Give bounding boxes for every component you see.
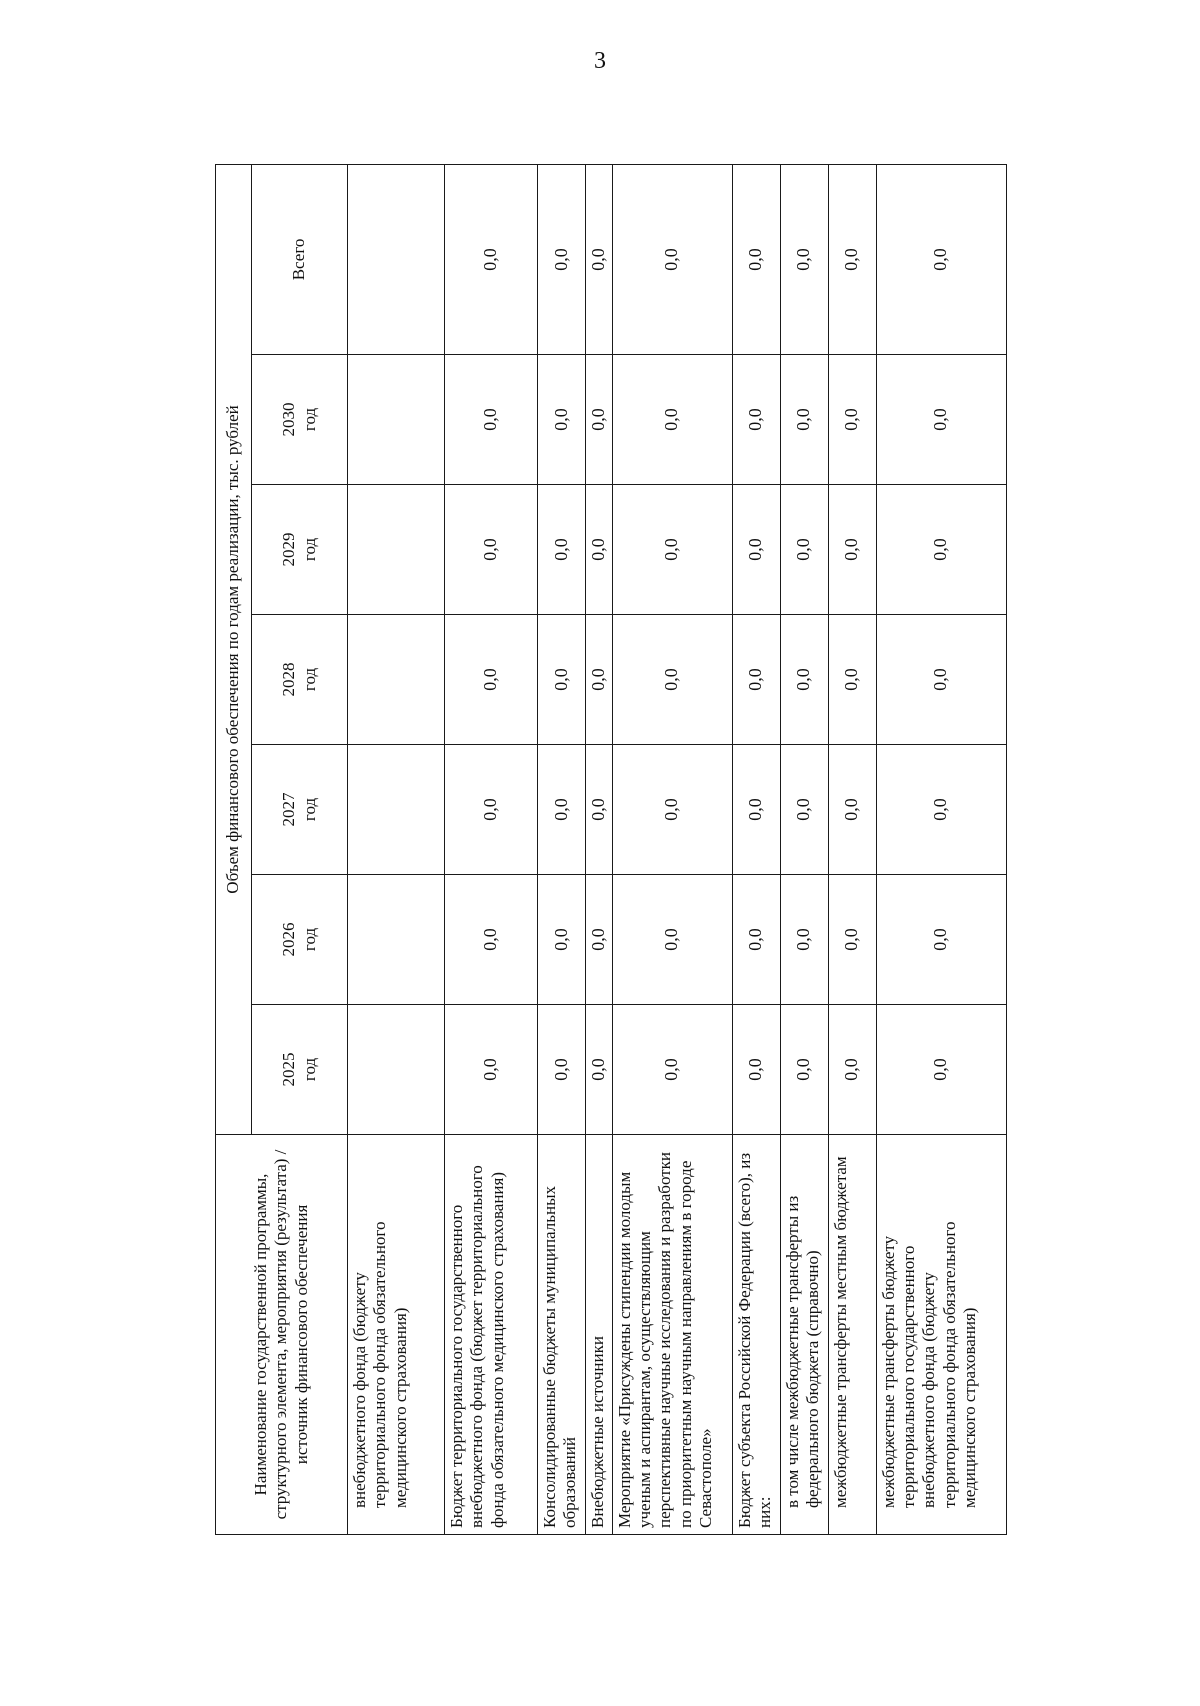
cell-2028: 0,0 xyxy=(586,615,613,745)
cell-2027: 0,0 xyxy=(732,745,780,875)
header-year-2026: 2026 год xyxy=(252,875,348,1005)
cell-2030 xyxy=(348,355,445,485)
cell-2027: 0,0 xyxy=(780,745,828,875)
cell-total: 0,0 xyxy=(876,164,1006,354)
cell-2025: 0,0 xyxy=(876,1005,1006,1135)
cell-total: 0,0 xyxy=(612,164,732,354)
header-year-2027: 2027 год xyxy=(252,745,348,875)
cell-2029 xyxy=(348,485,445,615)
cell-2029: 0,0 xyxy=(732,485,780,615)
cell-2029: 0,0 xyxy=(612,485,732,615)
row-name: Консолидированные бюджеты муниципальных образований xyxy=(538,1135,586,1535)
cell-2030: 0,0 xyxy=(586,355,613,485)
table-row xyxy=(876,164,1006,1534)
financing-table xyxy=(215,164,1007,1535)
cell-total: 0,0 xyxy=(538,164,586,354)
cell-2026: 0,0 xyxy=(780,875,828,1005)
rotated-table-container xyxy=(215,165,1005,1535)
table-row xyxy=(780,164,828,1534)
header-year-2029: 2029 год xyxy=(252,485,348,615)
cell-2025: 0,0 xyxy=(732,1005,780,1135)
cell-2028: 0,0 xyxy=(612,615,732,745)
header-name-column: Наименование государственной программы, структурного элемента, мероприятия (результата) / источник финансового обеспечения xyxy=(216,1135,348,1535)
table-row xyxy=(828,164,876,1534)
table-row xyxy=(538,164,586,1534)
cell-2027: 0,0 xyxy=(586,745,613,875)
page-number: 3 xyxy=(594,48,606,74)
cell-2028: 0,0 xyxy=(828,615,876,745)
table-row xyxy=(732,164,780,1534)
cell-2025: 0,0 xyxy=(445,1005,538,1135)
row-name: Внебюджетные источники xyxy=(586,1135,613,1535)
cell-2025: 0,0 xyxy=(538,1005,586,1135)
cell-2029: 0,0 xyxy=(445,485,538,615)
cell-2026: 0,0 xyxy=(586,875,613,1005)
cell-2028: 0,0 xyxy=(732,615,780,745)
cell-2029: 0,0 xyxy=(780,485,828,615)
cell-2029: 0,0 xyxy=(876,485,1006,615)
cell-total: 0,0 xyxy=(780,164,828,354)
cell-2028: 0,0 xyxy=(876,615,1006,745)
cell-2028 xyxy=(348,615,445,745)
header-year-2028: 2028 год xyxy=(252,615,348,745)
cell-2026: 0,0 xyxy=(612,875,732,1005)
cell-2030: 0,0 xyxy=(732,355,780,485)
cell-2027: 0,0 xyxy=(445,745,538,875)
cell-2030: 0,0 xyxy=(780,355,828,485)
cell-total: 0,0 xyxy=(445,164,538,354)
header-total: Всего xyxy=(252,164,348,354)
cell-2028: 0,0 xyxy=(445,615,538,745)
cell-total xyxy=(348,164,445,354)
row-name: Бюджет территориального государственного внебюджетного фонда (бюджет территориального фонда обязательного медицинского страхования) xyxy=(445,1135,538,1535)
cell-2027 xyxy=(348,745,445,875)
table-row xyxy=(348,164,445,1534)
table-row xyxy=(612,164,732,1534)
cell-2029: 0,0 xyxy=(586,485,613,615)
cell-2026: 0,0 xyxy=(828,875,876,1005)
cell-2025: 0,0 xyxy=(586,1005,613,1135)
cell-total: 0,0 xyxy=(732,164,780,354)
cell-total: 0,0 xyxy=(586,164,613,354)
cell-total: 0,0 xyxy=(828,164,876,354)
cell-2030: 0,0 xyxy=(538,355,586,485)
cell-2026: 0,0 xyxy=(445,875,538,1005)
header-year-2030: 2030 год xyxy=(252,355,348,485)
cell-2027: 0,0 xyxy=(538,745,586,875)
row-name: Мероприятие «Присуждены стипендии молодым ученым и аспирантам, осуществляющим перспективные научные исследования и разработки по приоритетным научным направлениям в городе Севастополе» xyxy=(612,1135,732,1535)
cell-2026: 0,0 xyxy=(538,875,586,1005)
table-row xyxy=(586,164,613,1534)
row-name: межбюджетные трансферты бюджету территориального государственного внебюджетного фонда (бюджету территориального фонда обязательного медицинского страхования) xyxy=(876,1135,1006,1535)
row-name: в том числе межбюджетные трансферты из федерального бюджета (справочно) xyxy=(780,1135,828,1535)
cell-2026: 0,0 xyxy=(732,875,780,1005)
cell-2030: 0,0 xyxy=(876,355,1006,485)
cell-2026: 0,0 xyxy=(876,875,1006,1005)
cell-2028: 0,0 xyxy=(780,615,828,745)
cell-2027: 0,0 xyxy=(876,745,1006,875)
cell-2025: 0,0 xyxy=(612,1005,732,1135)
header-group-title: Объем финансового обеспечения по годам реализации, тыс. рублей xyxy=(216,164,252,1134)
cell-2030: 0,0 xyxy=(612,355,732,485)
cell-2030: 0,0 xyxy=(828,355,876,485)
cell-2028: 0,0 xyxy=(538,615,586,745)
cell-2027: 0,0 xyxy=(612,745,732,875)
header-year-2025: 2025 год xyxy=(252,1005,348,1135)
table-row xyxy=(445,164,538,1534)
cell-2029: 0,0 xyxy=(828,485,876,615)
cell-2026 xyxy=(348,875,445,1005)
row-name: межбюджетные трансферты местным бюджетам xyxy=(828,1135,876,1535)
row-name: Бюджет субъекта Российской Федерации (всего), из них: xyxy=(732,1135,780,1535)
cell-2030: 0,0 xyxy=(445,355,538,485)
cell-2025 xyxy=(348,1005,445,1135)
cell-2029: 0,0 xyxy=(538,485,586,615)
cell-2025: 0,0 xyxy=(828,1005,876,1135)
row-name: внебюджетного фонда (бюджету территориального фонда обязательного медицинского страхования) xyxy=(348,1135,445,1535)
cell-2027: 0,0 xyxy=(828,745,876,875)
cell-2025: 0,0 xyxy=(780,1005,828,1135)
